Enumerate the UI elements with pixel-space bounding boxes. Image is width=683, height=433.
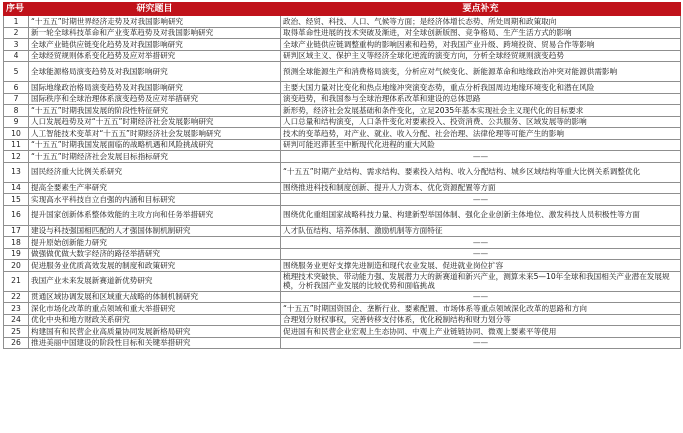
table-row	[4, 151, 681, 163]
row-topic: 人口发展趋势及对“十五五”时期经济社会发展影响研究	[29, 116, 281, 128]
row-note: 研判可能迟滞甚至中断现代化进程的重大风险	[281, 139, 681, 151]
row-topic: “十五五”时期世界经济走势及对我国影响研究	[29, 16, 281, 28]
row-number: 16	[4, 205, 29, 225]
table-row	[4, 337, 681, 349]
table-row	[4, 16, 681, 28]
row-topic: 贯通区域协调发展和区域重大战略的体制机制研究	[29, 291, 281, 303]
row-number: 21	[4, 271, 29, 291]
row-number: 5	[4, 62, 29, 82]
row-topic: 国际地缘政治格局演变趋势及对我国影响研究	[29, 82, 281, 94]
table-row	[4, 291, 681, 303]
row-number: 22	[4, 291, 29, 303]
row-number: 10	[4, 128, 29, 140]
table-body	[4, 16, 681, 349]
header-topic: 研究题目	[29, 3, 281, 16]
row-topic: 提升原始创新能力研究	[29, 237, 281, 249]
row-topic: 人工智能技术变革对“十五五”时期经济社会发展影响研究	[29, 128, 281, 140]
row-note: ——	[281, 151, 681, 163]
table-row	[4, 260, 681, 272]
row-note: 梳理技术突破快、带动能力强、发展潜力大的新赛道和新兴产业，测算未来5—10年全球和我国相关产业潜在发展规模，分析我国产业发展的比较优势和面临挑战	[281, 271, 681, 291]
row-number: 2	[4, 27, 29, 39]
row-topic: 国际秩序和全球治理体系演变趋势及应对举措研究	[29, 93, 281, 105]
row-number: 4	[4, 50, 29, 62]
table-row	[4, 62, 681, 82]
row-topic: 我国产业未来发展新赛道新优势研究	[29, 271, 281, 291]
row-topic: 国民经济重大比例关系研究	[29, 162, 281, 182]
row-topic: 促进服务业优质高效发展的制度和政策研究	[29, 260, 281, 272]
row-note: 主要大国力量对比变化和热点地缘冲突演变态势，重点分析我国周边地缘环境变化和潜在风险	[281, 82, 681, 94]
row-number: 1	[4, 16, 29, 28]
row-note: 取得革命性进展的技术突破及渐进，对全球创新版图、竞争格局、生产生活方式的影响	[281, 27, 681, 39]
table-row	[4, 248, 681, 260]
row-note: 围绕推进科技和制度创新、提升人力资本、优化资源配置等方面	[281, 182, 681, 194]
table-row	[4, 326, 681, 338]
table-row	[4, 162, 681, 182]
row-note: 全球产业链供应链调整重构的影响因素和趋势，对我国产业升级、跨境投资、贸易合作等影响	[281, 39, 681, 51]
row-note: 预测全球能源生产和消费格局演变，分析应对气候变化、新能源革命和地缘政治冲突对能源供需影响	[281, 62, 681, 82]
table-row	[4, 225, 681, 237]
table-row	[4, 39, 681, 51]
research-topics-table	[3, 2, 681, 349]
row-note: 新形势，经济社会发展基础和条件变化，立足2035年基本实现社会主义现代化的目标要求	[281, 105, 681, 117]
header-no: 序号	[4, 3, 29, 16]
table-row	[4, 139, 681, 151]
row-number: 12	[4, 151, 29, 163]
row-topic: 新一轮全球科技革命和产业变革趋势及对我国影响研究	[29, 27, 281, 39]
table-row	[4, 93, 681, 105]
row-note: ——	[281, 248, 681, 260]
table-row	[4, 50, 681, 62]
row-topic: 实现高水平科技自立自强的内涵和目标研究	[29, 194, 281, 206]
header-note: 要点补充	[281, 3, 681, 16]
row-topic: 全球经贸规则体系变化趋势及应对举措研究	[29, 50, 281, 62]
table-header-row	[4, 3, 681, 16]
table-row	[4, 105, 681, 117]
row-topic: 建设与科技强国相匹配的人才强国体制机制研究	[29, 225, 281, 237]
row-note: 人才队伍结构、培养体制、激励机制等方面特征	[281, 225, 681, 237]
table-row	[4, 128, 681, 140]
row-topic: 深化市场化改革的重点领域和重大举措研究	[29, 303, 281, 315]
row-number: 8	[4, 105, 29, 117]
row-number: 24	[4, 314, 29, 326]
row-note: 促进国有和民营企业宏观上生态协同、中观上产业链链协同、微观上要素平等使用	[281, 326, 681, 338]
table-row	[4, 271, 681, 291]
table-row	[4, 82, 681, 94]
row-number: 26	[4, 337, 29, 349]
row-topic: “十五五”时期我国发展的阶段性特征研究	[29, 105, 281, 117]
row-number: 6	[4, 82, 29, 94]
row-note: “十五五”时期国资国企、垄断行业、要素配置、市场体系等重点领域深化改革的思路和方向	[281, 303, 681, 315]
row-topic: 提升国家创新体系整体效能的主攻方向和任务举措研究	[29, 205, 281, 225]
row-topic: 做强做优做大数字经济的路径举措研究	[29, 248, 281, 260]
row-note: 合理划分财权事权，完善转移支付体系，优化税制结构和财力划分等	[281, 314, 681, 326]
row-note: 演变趋势，和我国参与全球治理体系改革和建设的总体思路	[281, 93, 681, 105]
row-topic: “十五五”时期经济社会发展目标指标研究	[29, 151, 281, 163]
table-row	[4, 314, 681, 326]
table-row	[4, 182, 681, 194]
table-row	[4, 303, 681, 315]
row-number: 25	[4, 326, 29, 338]
table-row	[4, 237, 681, 249]
table-row	[4, 205, 681, 225]
row-number: 20	[4, 260, 29, 272]
row-note: 人口总量和结构演变，人口条件变化对要素投入、投资消费、公共服务、区域发展等的影响	[281, 116, 681, 128]
row-note: 技术的变革趋势，对产业、就业、收入分配、社会治理、法律伦理等可能产生的影响	[281, 128, 681, 140]
row-note: ——	[281, 337, 681, 349]
row-note: 围绕优化重组国家战略科技力量、构建新型举国体制、强化企业创新主体地位、激发科技人员积极性等方面	[281, 205, 681, 225]
row-topic: 构建国有和民营企业高质量协同发展新格局研究	[29, 326, 281, 338]
row-note: 研判区域主义、保护主义等经济全球化逆流的演变方向，分析全球经贸规则演变趋势	[281, 50, 681, 62]
row-topic: 全球产业链供应链变化趋势及对我国影响研究	[29, 39, 281, 51]
row-number: 9	[4, 116, 29, 128]
research-topics-table-wrapper	[3, 2, 680, 349]
row-topic: “十五五”时期我国发展面临的战略机遇和风险挑战研究	[29, 139, 281, 151]
row-number: 17	[4, 225, 29, 237]
table-row	[4, 27, 681, 39]
row-number: 15	[4, 194, 29, 206]
row-number: 7	[4, 93, 29, 105]
table-row	[4, 194, 681, 206]
row-topic: 优化中央和地方财政关系研究	[29, 314, 281, 326]
row-number: 23	[4, 303, 29, 315]
row-note: ——	[281, 291, 681, 303]
row-note: ——	[281, 194, 681, 206]
row-topic: 提高全要素生产率研究	[29, 182, 281, 194]
row-topic: 推进美丽中国建设的阶段性目标和关键举措研究	[29, 337, 281, 349]
row-number: 14	[4, 182, 29, 194]
row-number: 11	[4, 139, 29, 151]
row-number: 3	[4, 39, 29, 51]
row-note: “十五五”时期产业结构、需求结构、要素投入结构、收入分配结构、城乡区域结构等重大比例关系调整优化	[281, 162, 681, 182]
row-topic: 全球能源格局演变趋势及对我国影响研究	[29, 62, 281, 82]
row-number: 19	[4, 248, 29, 260]
row-number: 18	[4, 237, 29, 249]
row-number: 13	[4, 162, 29, 182]
table-row	[4, 116, 681, 128]
row-note: 政治、经贸、科技、人口、气候等方面；是经济体增长态势、所处周期和政策取向	[281, 16, 681, 28]
row-note: ——	[281, 237, 681, 249]
row-note: 围绕服务业更好支撑先进制造和现代农业发展、促进就业岗位扩容	[281, 260, 681, 272]
